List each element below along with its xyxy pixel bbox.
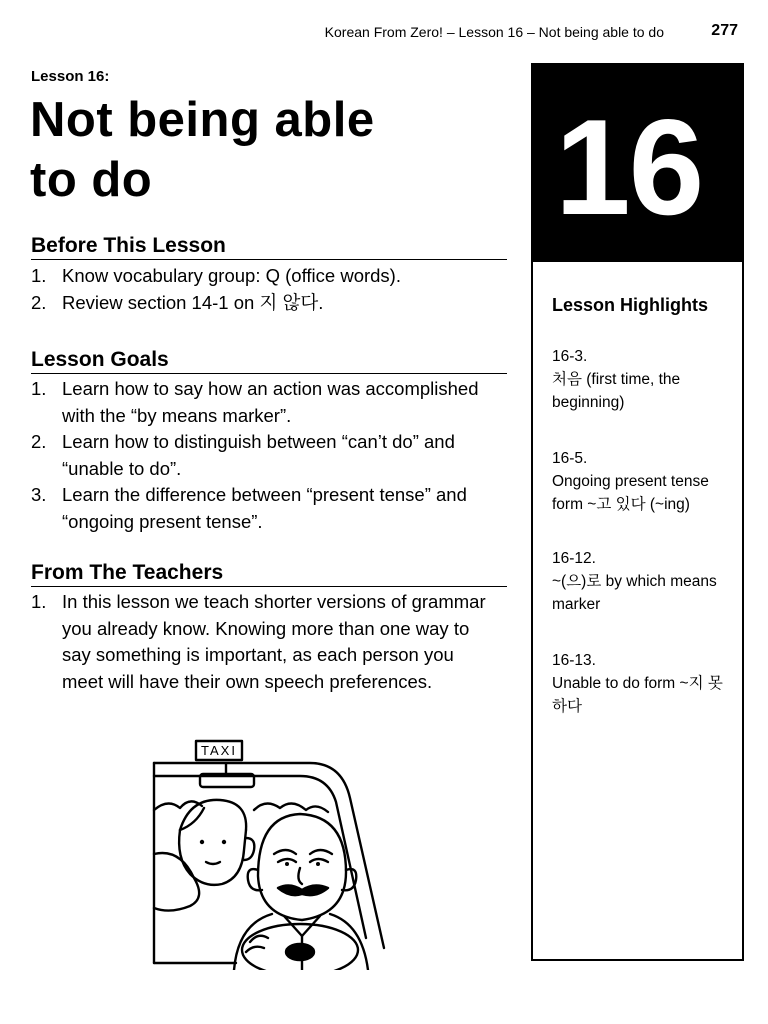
lesson-sidebar [531, 63, 744, 961]
lesson-title-line-2: to do [30, 153, 153, 207]
list-item: 2. Learn how to distinguish between “can’t do” and “unable to do”. [31, 431, 455, 479]
before-lesson-heading: Before This Lesson [31, 234, 507, 260]
page-header [0, 22, 768, 42]
list-item: 1. In this lesson we teach shorter versions of grammar you already know. Knowing more than one way to say something is important, as each person you meet will have their own speech preferences. [31, 591, 486, 692]
taxi-illustration [150, 738, 390, 970]
lesson-title [30, 90, 500, 210]
running-header: Korean From Zero! – Lesson 16 – Not being able to do [324, 24, 664, 40]
highlight-item: 16-5. Ongoing present tense form ~고 있다 (~ing) [552, 450, 709, 513]
lesson-label: Lesson 16: [31, 68, 110, 85]
lesson-number-block [533, 65, 742, 262]
list-item: 1. Learn how to say how an action was accomplished with the “by means marker”. [31, 378, 479, 426]
list-item: 1. Know vocabulary group: Q (office words). [31, 265, 401, 286]
lesson-title-line-1: Not being able [30, 93, 375, 147]
highlights-title: Lesson Highlights [552, 295, 709, 315]
lesson-goals-list [31, 376, 511, 535]
from-teachers-heading: From The Teachers [31, 561, 507, 587]
taxi-sign-text: TAXI [201, 743, 237, 758]
highlight-item: 16-12. ~(으)로 by which means marker [552, 550, 717, 613]
highlight-item: 16-13. Unable to do form ~지 못하다 [552, 652, 723, 715]
before-lesson-list [31, 263, 511, 316]
list-item: 3. Learn the difference between “present tense” and “ongoing present tense”. [31, 484, 467, 532]
lesson-goals-heading: Lesson Goals [31, 348, 507, 374]
page-number: 277 [711, 22, 738, 39]
highlight-item: 16-3. 처음 (first time, the beginning) [552, 348, 681, 411]
from-teachers-list [31, 589, 491, 695]
list-item: 2. Review section 14-1 on 지 않다. [31, 291, 324, 313]
lesson-number: 16 [555, 91, 703, 243]
